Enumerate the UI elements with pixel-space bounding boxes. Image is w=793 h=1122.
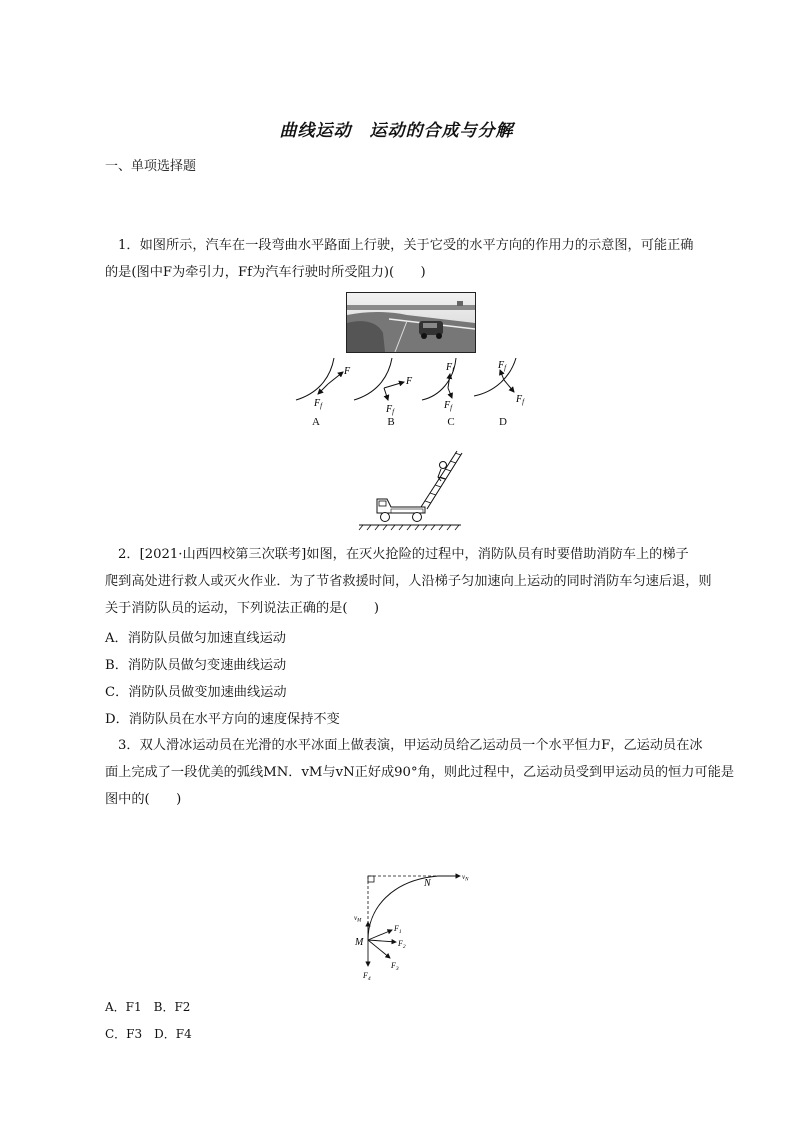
diagram-d <box>474 358 525 406</box>
q2-option-c: C．消防队员做变加速曲线运动 <box>105 685 287 700</box>
label-ff: $F_f$ <box>498 360 507 372</box>
label-ff: $F_f$ <box>446 362 455 374</box>
q2-text-line2: 爬到高处进行救人或灭火作业．为了节省救援时间，人沿梯子匀加速向上运动的同时消防车匀速后退，则 <box>105 574 712 589</box>
label-vn: $v_N$ <box>462 873 469 883</box>
diagram-a <box>296 358 351 410</box>
q2-option-d: D．消防队员在水平方向的速度保持不变 <box>105 712 340 727</box>
q2-text-line3: 关于消防队员的运动，下列说法正确的是( ) <box>105 601 380 616</box>
label-n: N <box>424 878 431 889</box>
diagram-c <box>422 358 456 412</box>
q2-stem <box>105 541 712 622</box>
label-ff: $F_f$ <box>314 398 323 410</box>
q3-text-line3: 图中的( ) <box>105 792 182 807</box>
choice-label-d: D <box>499 416 507 428</box>
label-f3: $F_3$ <box>391 961 399 972</box>
label-vm: $v_M$ <box>354 914 362 924</box>
label-f: $F_f$ <box>516 394 525 406</box>
choice-label-a: A <box>312 416 320 428</box>
q1-stem <box>105 232 695 286</box>
diagram-b <box>354 358 413 416</box>
q3-velocity-force-diagram <box>352 868 477 986</box>
section-heading: 一、单项选择题 <box>105 159 197 174</box>
q3-options-row2: C．F3 D．F4 <box>105 1027 192 1041</box>
label-f4: $F_4$ <box>363 971 371 982</box>
q3-text-line2: 面上完成了一段优美的弧线MN．vM与vN正好成90°角，则此过程中，乙运动员受到甲运动员的恒力可能是 <box>105 765 735 780</box>
q1-force-diagrams <box>288 356 533 418</box>
label-f1: $F_1$ <box>394 924 402 935</box>
label-f: F <box>406 376 413 387</box>
choice-label-b: B <box>387 416 395 428</box>
choice-label-c: C <box>447 416 455 428</box>
q3-options-row1: A．F1 B．F2 <box>105 1000 191 1014</box>
fire-truck-ladder-illustration <box>355 447 465 531</box>
q1-text-line2: 的是(图中F为牵引力，Ff为汽车行驶时所受阻力)( ) <box>105 265 426 280</box>
label-ff: $F_f$ <box>386 404 395 416</box>
label-m: M <box>355 937 364 948</box>
label-f: $F_f$ <box>444 400 453 412</box>
label-f2: $F_2$ <box>398 939 406 950</box>
q2-option-b: B．消防队员做匀变速曲线运动 <box>105 658 287 673</box>
label-f: F <box>344 366 351 377</box>
q2-text-line1: 2．[2021·山西四校第三次联考]如图，在灭火抢险的过程中，消防队员有时要借助消防车上的梯子 <box>118 547 689 562</box>
q3-text-line1: 3．双人滑冰运动员在光滑的水平冰面上做表演，甲运动员给乙运动员一个水平恒力F，乙运动员在冰 <box>118 738 703 753</box>
road-car-photo <box>346 292 476 353</box>
q1-text-line1: 1．如图所示，汽车在一段弯曲水平路面上行驶，关于它受的水平方向的作用力的示意图，可能正确 <box>118 238 694 253</box>
q2-option-a: A．消防队员做匀加速直线运动 <box>105 631 286 646</box>
q3-stem <box>105 732 735 813</box>
page-title: 曲线运动 运动的合成与分解 <box>279 121 514 141</box>
